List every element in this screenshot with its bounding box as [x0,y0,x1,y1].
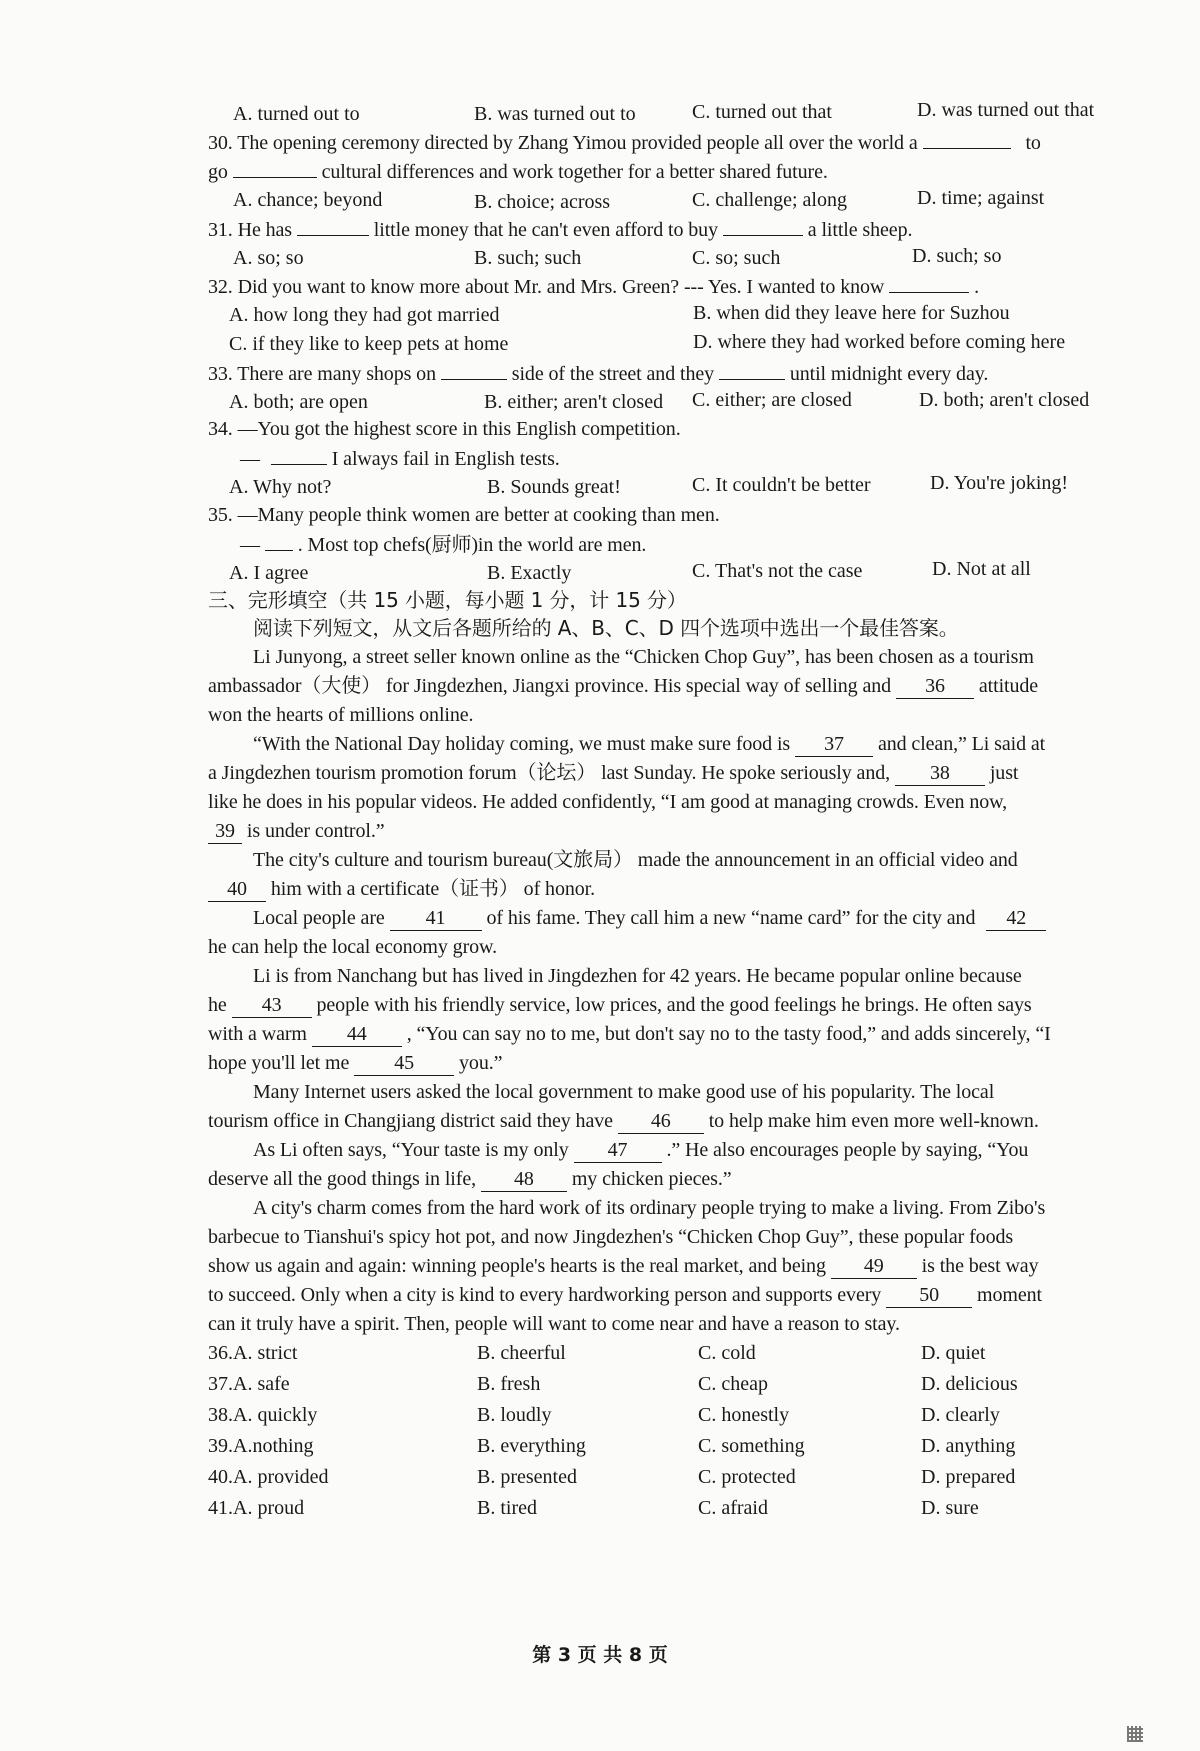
answer-blank [719,359,785,380]
passage-text: is under control.” [246,820,385,842]
answer-blank [723,215,803,236]
q34-stem-2: I always fail in English tests. [331,448,560,470]
option-c: C. something [698,1435,805,1457]
passage-text: people with his friendly service, low prices, and the good feelings he brings. He often says [316,994,1032,1016]
blank-49: 49 [831,1254,917,1279]
passage-text: .” He also encourages people by saying, “You [666,1139,1029,1161]
option-d: D. Not at all [932,558,1031,580]
passage-line: barbecue to Tianshui's spicy hot pot, and now Jingdezhen's “Chicken Chop Guy”, these popular foods [208,1226,1014,1248]
q33-stem-b: side of the street and they [511,363,715,385]
option-c: C. That's not the case [692,560,863,582]
q33-stem-a: 33. There are many shops on [208,363,436,385]
passage-line: he can help the local economy grow. [208,936,497,958]
option-d: D. sure [921,1497,979,1519]
option-c: C. so; such [692,247,781,269]
blank-44: 44 [312,1022,402,1047]
passage-text: just [989,762,1019,784]
passage-text: hope you'll let me [208,1052,350,1074]
passage-text: and clean,” Li said at [877,733,1046,755]
option-d: D. prepared [921,1466,1016,1488]
q30-stem-2b: cultural differences and work together for a better shared future. [321,161,828,183]
q31-stem-b: little money that he can't even afford to buy [373,219,718,241]
answer-blank [889,272,969,293]
blank-39: 39 [208,819,242,844]
blank-41: 41 [390,906,482,931]
option-a: A. how long they had got married [229,304,500,326]
option-c: C. It couldn't be better [692,474,871,496]
passage-text: , “You can say no to me, but don't say no to the tasty food,” and adds sincerely, “I [406,1023,1051,1045]
q34-dash: — [240,448,260,470]
option-a: 41.A. proud [208,1497,305,1519]
blank-40: 40 [208,877,266,902]
q35-stem-2: . Most top chefs(厨师)in the world are men. [297,534,647,556]
option-a: 38.A. quickly [208,1404,318,1426]
answer-blank [297,215,369,236]
passage-text: to succeed. Only when a city is kind to every hardworking person and supports every [208,1284,882,1306]
passage-text: ambassador（大使） for Jingdezhen, Jiangxi province. His special way of selling and [208,675,892,697]
section-instruction: 阅读下列短文，从文后各题所给的 A、B、C、D 四个选项中选出一个最佳答案。 [253,616,959,640]
passage-line: Li is from Nanchang but has lived in Jingdezhen for 42 years. He became popular online because [253,965,1022,987]
passage-line: can it truly have a spirit. Then, people will want to come near and have a reason to stay. [208,1313,900,1335]
passage-line: Many Internet users asked the local government to make good use of his popularity. The local [253,1081,995,1103]
option-a: A. I agree [229,562,309,584]
q33-stem-c: until midnight every day. [789,363,989,385]
option-d: D. anything [921,1435,1016,1457]
option-d: D. was turned out that [917,99,1095,121]
option-c: C. cold [698,1342,756,1364]
q30-stem-1: 30. The opening ceremony directed by Zhang Yimou provided people all over the world a [208,132,918,154]
answer-blank [923,128,1011,149]
passage-text: “With the National Day holiday coming, we must make sure food is [253,733,791,755]
option-b: B. fresh [477,1373,541,1395]
page-footer: 第 3 页 共 8 页 [532,1644,668,1666]
option-a: 36.A. strict [208,1342,298,1364]
option-a: 39.A.nothing [208,1435,314,1457]
q34-stem-1: 34. —You got the highest score in this English competition. [208,418,681,440]
passage-text: him with a certificate（证书） of honor. [270,878,596,900]
section-heading: 三、完形填空（共 15 小题，每小题 1 分，计 15 分） [208,588,687,612]
option-d: D. where they had worked before coming here [693,331,1066,353]
option-b: B. was turned out to [474,103,636,125]
passage-text: of his fame. They call him a new “name card” for the city and [486,907,976,929]
option-b: B. presented [477,1466,577,1488]
option-b: B. Exactly [487,562,572,584]
option-d: D. time; against [917,187,1045,209]
q30-stem-1-end: to [1025,132,1041,154]
blank-38: 38 [895,761,985,786]
option-a: 37.A. safe [208,1373,290,1395]
q32-stem: 32. Did you want to know more about Mr. and Mrs. Green? --- Yes. I wanted to know [208,276,885,298]
option-b: B. when did they leave here for Suzhou [693,302,1010,324]
blank-45: 45 [354,1051,454,1076]
passage-text: attitude [978,675,1039,697]
option-a: A. turned out to [233,103,360,125]
blank-46: 46 [618,1109,704,1134]
q35-dash: — [240,534,260,556]
option-b: B. loudly [477,1404,552,1426]
q31-stem-a: 31. He has [208,219,292,241]
blank-48: 48 [481,1167,567,1192]
passage-text: tourism office in Changjiang district said they have [208,1110,613,1132]
answer-blank [441,359,507,380]
option-c: C. protected [698,1466,796,1488]
qr-code-icon [1127,1726,1143,1742]
q35-stem-1: 35. —Many people think women are better at cooking than men. [208,504,720,526]
answer-blank [271,444,327,465]
option-a: A. so; so [233,247,304,269]
answer-blank [233,157,317,178]
option-c: C. afraid [698,1497,768,1519]
option-c: C. turned out that [692,101,832,123]
option-a: A. Why not? [229,476,332,498]
passage-text: he [208,994,227,1016]
option-b: B. Sounds great! [487,476,621,498]
passage-line: like he does in his popular videos. He added confidently, “I am good at managing crowds. Even now, [208,791,1008,813]
option-a: 40.A. provided [208,1466,329,1488]
blank-36: 36 [896,674,974,699]
option-d: D. clearly [921,1404,1000,1426]
option-b: B. tired [477,1497,537,1519]
passage-text: As Li often says, “Your taste is my only [253,1139,569,1161]
passage-line: won the hearts of millions online. [208,704,474,726]
q31-stem-c: a little sheep. [807,219,913,241]
passage-text: to help make him even more well-known. [708,1110,1039,1132]
passage-text: Local people are [253,907,385,929]
option-b: B. such; such [474,247,582,269]
option-c: C. either; are closed [692,389,852,411]
blank-42: 42 [986,906,1046,931]
passage-line: Li Junyong, a street seller known online as the “Chicken Chop Guy”, has been chosen as a tourism [253,646,1034,668]
option-d: D. quiet [921,1342,986,1364]
option-d: D. You're joking! [930,472,1069,494]
q32-stem-end: . [974,276,979,298]
option-b: B. choice; across [474,191,611,213]
option-c: C. if they like to keep pets at home [229,333,509,355]
option-a: A. chance; beyond [233,189,383,211]
option-c: C. cheap [698,1373,768,1395]
passage-text: is the best way [921,1255,1039,1277]
passage-text: with a warm [208,1023,307,1045]
passage-line: The city's culture and tourism bureau(文旅局） made the announcement in an official video and [253,849,1018,871]
blank-50: 50 [886,1283,972,1308]
q30-stem-2a: go [208,161,228,183]
passage-text: show us again and again: winning people's hearts is the real market, and being [208,1255,826,1277]
option-b: B. cheerful [477,1342,566,1364]
passage-text: my chicken pieces.” [571,1168,732,1190]
option-d: D. both; aren't closed [919,389,1090,411]
blank-37: 37 [795,732,873,757]
option-d: D. such; so [912,245,1002,267]
option-c: C. challenge; along [692,189,847,211]
option-b: B. everything [477,1435,586,1457]
passage-text: deserve all the good things in life, [208,1168,477,1190]
passage-text: a Jingdezhen tourism promotion forum（论坛） last Sunday. He spoke seriously and, [208,762,891,784]
passage-text: you.” [459,1052,503,1074]
blank-47: 47 [574,1138,662,1163]
option-c: C. honestly [698,1404,790,1426]
passage-text: moment [977,1284,1042,1306]
blank-43: 43 [232,993,312,1018]
answer-blank [265,530,293,551]
option-d: D. delicious [921,1373,1018,1395]
option-b: B. either; aren't closed [484,391,664,413]
passage-line: A city's charm comes from the hard work of its ordinary people trying to make a living. From Zibo's [253,1197,1046,1219]
option-a: A. both; are open [229,391,368,413]
